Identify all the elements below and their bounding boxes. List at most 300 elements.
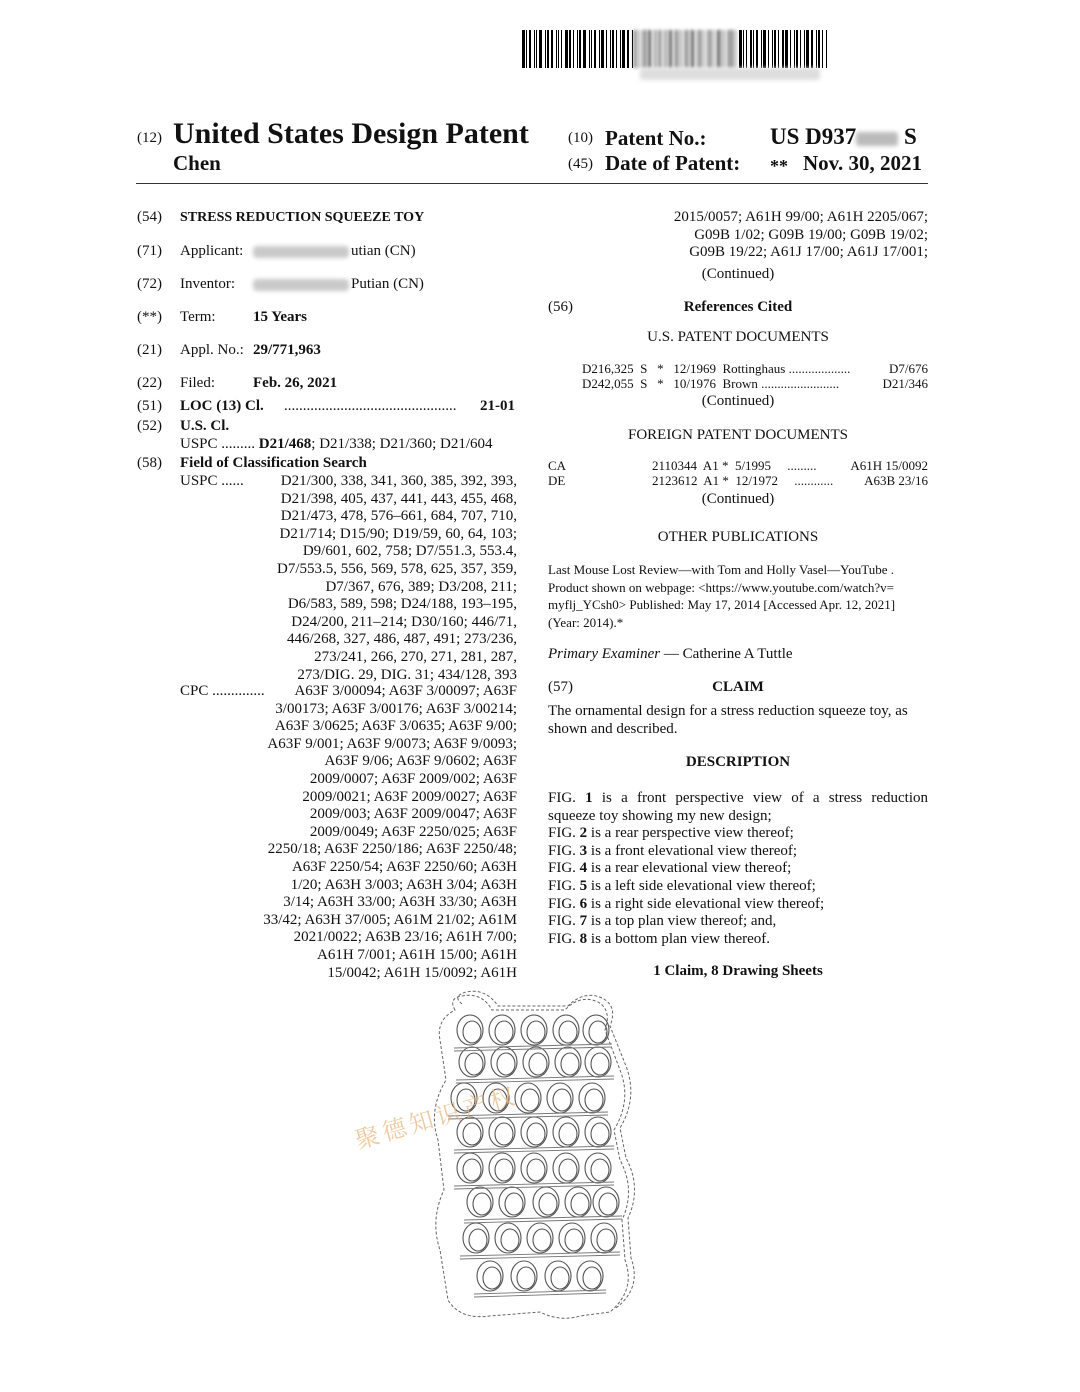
bubble-inner (571, 1193, 589, 1215)
barcode-bar (790, 30, 791, 68)
barcode-bar (756, 30, 758, 68)
figure-prefix: FIG. (548, 913, 580, 930)
bubble-inner (591, 1159, 609, 1181)
figure-number: 5 (579, 877, 588, 894)
code-51: (51) (137, 398, 162, 414)
figure-description (548, 808, 928, 826)
bubble-inner (539, 1193, 557, 1215)
bubble (457, 1015, 483, 1045)
bubble-inner (529, 1053, 547, 1075)
field-cpc-dots: .............. (212, 683, 265, 699)
foreign-doc-row (548, 458, 928, 473)
barcode-bar (785, 30, 788, 68)
cpc-continuation-line: G09B 1/02; G09B 19/00; G09B 19/02; (694, 226, 928, 243)
claim-text (548, 703, 928, 738)
bubble (527, 1223, 553, 1253)
other-publications-list (548, 561, 928, 631)
barcode-bar (675, 30, 677, 68)
barcode-bar (681, 30, 682, 68)
barcode-bar (656, 30, 657, 68)
barcode-number-redacted (640, 68, 820, 80)
bubble-inner (561, 1053, 579, 1075)
bubble-inner (483, 1267, 501, 1289)
figure-number: 3 (579, 842, 588, 859)
barcode-bar (569, 30, 571, 68)
bubble-inner (551, 1267, 569, 1289)
design-drawing (400, 990, 660, 1330)
bubble (565, 1187, 591, 1217)
bubble-inner (463, 1159, 481, 1181)
barcode-bar (735, 30, 736, 68)
barcode-bar (534, 30, 535, 68)
figure-number: 2 (579, 825, 588, 842)
us-cl-primary: D21/468 (258, 436, 312, 452)
uspc-class-line: 273/241, 266, 270, 271, 281, 287, (314, 648, 517, 665)
uspc-class-line: D21/300, 338, 341, 360, 385, 392, 393, (280, 473, 517, 489)
applicant-label: Applicant: (180, 243, 244, 259)
us-docs-list (548, 361, 928, 391)
us-doc-ref: D216,325 S * 12/1969 Rottinghaus ................... (582, 361, 851, 376)
uspc-class-line: D21/473, 478, 576–661, 684, 707, 710, (280, 508, 517, 525)
barcode-bar (778, 30, 779, 68)
barcode-bar (794, 30, 795, 68)
barcode-bar (529, 30, 531, 68)
code-56: (56) (548, 299, 573, 315)
barcode-bar (551, 30, 553, 68)
figure-text: is a rear perspective view thereof; (590, 825, 794, 842)
figure-description (548, 878, 928, 896)
cpc-class-line: A63F 9/001; A63F 9/0073; A63F 9/0093; (267, 735, 517, 752)
other-publications-title: OTHER PUBLICATIONS (657, 529, 819, 545)
us-cl-secondary: ; D21/338; D21/360; D21/604 (311, 436, 493, 452)
field-uspc-list (240, 473, 517, 684)
barcode-bar (620, 30, 621, 68)
foreign-doc-country: DE (548, 473, 566, 488)
field-search-uspc-label (180, 473, 244, 490)
bubble-inner (463, 1021, 481, 1043)
inventor-label: Inventor: (180, 276, 235, 292)
cpc-class-line: A63F 3/00094; A63F 3/00097; A63F (294, 683, 517, 699)
foreign-docs-title: FOREIGN PATENT DOCUMENTS (627, 427, 849, 443)
uspc-class-line: 446/268, 327, 486, 487, 491; 273/236, (286, 631, 517, 648)
cpc-class-line: 2009/0007; A63F 2009/002; A63F (309, 770, 517, 787)
barcode-bar (743, 30, 744, 68)
us-cl-uspc-label: USPC (180, 436, 218, 452)
figure-description (548, 825, 928, 843)
other-publication-line: myflj_YCsh0> Published: May 17, 2014 [Accessed Apr. 12, 2021] (548, 597, 896, 612)
barcode-bar (806, 30, 809, 68)
cpc-class-line: 33/42; A63H 37/005; A61M 21/02; A61M (263, 911, 517, 928)
barcode-bar (678, 30, 679, 68)
figure-description (548, 843, 928, 861)
barcode-bar (761, 30, 762, 68)
uspc-class-line: D6/583, 589, 598; D24/188, 193–195, (287, 596, 517, 613)
appl-no-value: 29/771,963 (253, 342, 321, 358)
barcode-bar (547, 30, 549, 68)
bubble-inner (469, 1229, 487, 1251)
figure-number: 4 (579, 860, 588, 877)
figure-number: 6 (579, 895, 588, 912)
foreign-doc-class: A61H 15/0092 (850, 458, 928, 473)
cpc-continuation (548, 209, 928, 262)
field-uspc-dots: ...... (221, 473, 244, 489)
us-cl-uspc-dots: ......... (221, 436, 256, 452)
barcode-bar (697, 30, 698, 68)
claims-sheets: 1 Claim, 8 Drawing Sheets (653, 963, 823, 979)
cpc-continuation-line: 2015/0057; A61H 99/00; A61H 2205/067; (673, 209, 928, 225)
uspc-class-line: D7/367, 676, 389; D3/208, 211; (325, 578, 517, 595)
code-term: (**) (137, 309, 162, 325)
bubble (495, 1223, 521, 1253)
cpc-class-line: A61H 7/001; A61H 15/00; A61H (316, 946, 517, 963)
foreign-doc-ref: 2110344 A1 * 5/1995 ......... (652, 458, 817, 473)
bubble (579, 1083, 605, 1113)
patent-number-suffix: S (904, 124, 917, 149)
bubble-inner (495, 1159, 513, 1181)
barcode-bar (818, 30, 820, 68)
barcode-bar (822, 30, 823, 68)
barcode-bar (685, 30, 687, 68)
foreign-docs-continued: (Continued) (701, 491, 775, 507)
barcode-bar (634, 30, 636, 68)
field-search-label: Field of Classification Search (180, 455, 367, 471)
bubble (489, 1153, 515, 1183)
barcode-bar (709, 30, 711, 68)
figure-description (548, 896, 928, 914)
other-publication-line: Product shown on webpage: <https://www.youtube.com/watch?v= (548, 579, 894, 595)
barcode-bar (536, 30, 537, 68)
barcode-bar (522, 30, 525, 68)
filed-label: Filed: (180, 375, 216, 391)
foreign-doc-ref: 2123612 A1 * 12/1972 ............ (652, 473, 834, 488)
bubble-inner (473, 1193, 491, 1215)
code-22: (22) (137, 375, 162, 391)
barcode-bar (591, 30, 592, 68)
us-doc-row (548, 361, 928, 376)
bubble (553, 1015, 579, 1045)
bubble (577, 1261, 603, 1291)
bubble-inner (505, 1193, 523, 1215)
foreign-doc-class: A63B 23/16 (864, 473, 928, 488)
code-54: (54) (137, 209, 162, 225)
bubble (477, 1261, 503, 1291)
bubble-inner (559, 1123, 577, 1145)
barcode-bar (589, 30, 590, 68)
figure-text: is a rear elevational view thereof; (590, 860, 792, 877)
inventor-redacted (253, 279, 349, 291)
barcode-bar (728, 30, 730, 68)
patent-number (770, 124, 917, 150)
uspc-class-line: D7/553.5, 556, 569, 578, 625, 357, 359, (277, 560, 517, 577)
barcode-bar (606, 30, 607, 68)
barcode-bar (703, 30, 704, 68)
figures-list (548, 790, 928, 948)
us-docs-continued: (Continued) (701, 393, 775, 409)
us-doc-class: D7/676 (889, 361, 928, 376)
figure-text: is a front perspective view of a stress reduction (601, 790, 928, 806)
filed-value: Feb. 26, 2021 (253, 375, 338, 391)
us-doc-class: D21/346 (882, 376, 928, 391)
code-71: (71) (137, 243, 162, 259)
barcode-bar (691, 30, 694, 68)
barcode-bar (594, 30, 596, 68)
barcode-bar (526, 30, 527, 68)
other-publication-line: (Year: 2014).* (548, 614, 624, 630)
bubble-inner (591, 1123, 609, 1145)
barcode-bar (782, 30, 784, 68)
bubble-inner (495, 1123, 513, 1145)
figure-prefix: FIG. (548, 877, 580, 894)
bubble (555, 1047, 581, 1077)
code-21: (21) (137, 342, 162, 358)
code-45: (45) (568, 156, 593, 172)
date-of-patent-label: Date of Patent: (605, 151, 741, 175)
uspc-class-line: D9/601, 602, 758; D7/551.3, 553.4, (302, 543, 517, 560)
barcode-bar (539, 30, 542, 68)
us-doc-row (548, 376, 928, 391)
figure-text: is a bottom plan view thereof. (590, 930, 771, 947)
figure-prefix: FIG. (548, 895, 580, 912)
cpc-class-line: 2009/003; A63F 2009/0047; A63F (309, 806, 517, 823)
bubble-inner (565, 1229, 583, 1251)
barcode-bar (632, 30, 633, 68)
figure-description (548, 790, 928, 808)
claim-line: shown and described. (548, 720, 678, 737)
barcode-bar (648, 30, 651, 68)
barcode-bar (644, 30, 646, 68)
barcode (522, 30, 928, 70)
barcode-bar (750, 30, 752, 68)
term-value: 15 Years (253, 309, 308, 325)
code-10: (10) (568, 130, 593, 146)
barcode-bar (713, 30, 714, 68)
cpc-class-line: A63F 2250/54; A63F 2250/60; A63H (291, 858, 517, 875)
bubble (523, 1047, 549, 1077)
barcode-bar (664, 30, 665, 68)
bubbles-group (451, 1015, 619, 1291)
barcode-bar (579, 30, 581, 68)
barcode-bar (669, 30, 672, 68)
bubble (521, 1015, 547, 1045)
us-cl-uspc (180, 436, 493, 453)
barcode-bar (688, 30, 689, 68)
bubble (467, 1187, 493, 1217)
bubble (499, 1187, 525, 1217)
figure-description (548, 860, 928, 878)
us-cl-label: U.S. Cl. (180, 418, 230, 434)
barcode-bar (561, 30, 562, 68)
figure-prefix: FIG. (548, 930, 580, 947)
foreign-doc-row (548, 473, 928, 488)
uspc-class-line: 273/DIG. 29, DIG. 31; 434/128, 393 (297, 666, 517, 683)
uspc-class-line: D21/398, 405, 437, 441, 443, 455, 468, (280, 490, 517, 507)
document-title: United States Design Patent (173, 117, 529, 150)
title-of-invention: STRESS REDUCTION SQUEEZE TOY (180, 210, 425, 225)
bubble-inner (465, 1053, 483, 1075)
header-rule (136, 183, 928, 184)
barcode-bar (707, 30, 708, 68)
cpc-class-line: A63F 3/0625; A63F 3/0635; A63F 9/00; (274, 718, 517, 735)
rails-group (448, 1044, 622, 1297)
bubble (585, 1153, 611, 1183)
barcode-bar (545, 30, 546, 68)
uspc-class-line: D21/714; D15/90; D19/59, 60, 64, 103; (279, 525, 517, 542)
cpc-class-line: 2009/0049; A63F 2250/025; A63F (309, 823, 517, 840)
bubble-inner (597, 1229, 615, 1251)
barcode-bar (612, 30, 614, 68)
figure-text: is a front elevational view thereof; (590, 842, 798, 859)
barcode-bar (717, 30, 720, 68)
barcode-bar (804, 30, 805, 68)
watermark: 聚德知识产权 (352, 1081, 522, 1155)
date-of-patent: Nov. 30, 2021 (803, 151, 923, 175)
code-57: (57) (548, 679, 573, 695)
inventor-surname: Chen (173, 151, 221, 175)
bubble (459, 1047, 485, 1077)
code-72: (72) (137, 276, 162, 292)
bubble (547, 1083, 573, 1113)
barcode-bar (659, 30, 661, 68)
bubble-inner (585, 1089, 603, 1111)
loc-dots: .............................................. (284, 398, 457, 414)
barcode-bar (577, 30, 578, 68)
barcode-bar (753, 30, 754, 68)
bubble (521, 1117, 547, 1147)
bubble-inner (527, 1123, 545, 1145)
cpc-continuation-line: G09B 19/22; A61J 17/00; A61J 17/001; (689, 244, 928, 261)
field-cpc-list (220, 683, 517, 982)
bubble-inner (517, 1267, 535, 1289)
barcode-bar (811, 30, 813, 68)
bubble (585, 1047, 611, 1077)
inventor-location: Putian (CN) (351, 276, 424, 292)
barcode-bar (731, 30, 733, 68)
barcode-bar (800, 30, 801, 68)
bubble-inner (583, 1267, 601, 1289)
bubble-inner (521, 1089, 539, 1111)
field-cpc-label: CPC (180, 683, 209, 699)
bubble (489, 1117, 515, 1147)
foreign-docs-list (548, 458, 928, 488)
barcode-bar (768, 30, 769, 68)
bubble (591, 1223, 617, 1253)
patent-number-redacted (856, 132, 898, 146)
figure-description (548, 913, 928, 931)
date-star: ** (770, 156, 788, 176)
barcode-bar (556, 30, 557, 68)
description-title: DESCRIPTION (685, 754, 791, 770)
us-docs-title: U.S. PATENT DOCUMENTS (647, 329, 829, 345)
barcode-bar (772, 30, 773, 68)
figure-prefix: FIG. (548, 860, 580, 877)
barcode-bar (724, 30, 725, 68)
bubble-inner (591, 1053, 609, 1075)
bubble (457, 1153, 483, 1183)
barcode-bar (599, 30, 600, 68)
examiner-name: — Catherine A Tuttle (660, 646, 793, 662)
bubble (553, 1153, 579, 1183)
barcode-bar (746, 30, 747, 68)
figure-prefix: FIG. (548, 842, 580, 859)
cpc-class-line: 3/00173; A63F 3/00176; A63F 3/00214; (275, 700, 517, 717)
bubble-inner (533, 1229, 551, 1251)
bubble (521, 1153, 547, 1183)
references-cited-title: References Cited (683, 299, 793, 315)
barcode-bar (816, 30, 817, 68)
barcode-bar (699, 30, 701, 68)
applicant-value (253, 243, 416, 260)
bubble (511, 1261, 537, 1291)
barcode-bar (573, 30, 574, 68)
figure-text: is a left side elevational view thereof; (590, 877, 816, 894)
barcode-bar (622, 30, 625, 68)
field-uspc-label: USPC (180, 473, 218, 489)
figure-number: 1 (585, 790, 593, 806)
cpc-class-line: 3/14; A63H 33/00; A63H 33/30; A63H (283, 894, 517, 911)
figure-text: squeeze toy showing my new design; (548, 807, 772, 824)
bubble-inner (501, 1229, 519, 1251)
bubble-inner (599, 1193, 617, 1215)
claim-line: The ornamental design for a stress reduction squeeze toy, as (548, 703, 908, 719)
loc-label: LOC (13) Cl. (180, 398, 264, 414)
barcode-bar (565, 30, 568, 68)
bubble-inner (527, 1159, 545, 1181)
barcode-bar (583, 30, 586, 68)
bubble-inner (527, 1021, 545, 1043)
barcode-bar (763, 30, 766, 68)
appl-no-label: Appl. No.: (180, 342, 244, 358)
examiner-label: Primary Examiner (548, 646, 661, 662)
figure-text: is a top plan view thereof; and, (590, 913, 777, 930)
applicant-location: utian (CN) (351, 243, 416, 259)
barcode-bar (796, 30, 798, 68)
term-label: Term: (180, 309, 216, 325)
barcode-bar (826, 30, 827, 68)
barcode-bar (774, 30, 776, 68)
us-doc-ref: D242,055 S * 10/1976 Brown ........................ (582, 376, 840, 391)
barcode-bar (638, 30, 639, 68)
bubble-inner (553, 1089, 571, 1111)
barcode-bar (601, 30, 604, 68)
bubble-inner (497, 1053, 515, 1075)
figure-description (548, 931, 928, 949)
bubble (553, 1117, 579, 1147)
barcode-bar (616, 30, 617, 68)
code-52: (52) (137, 418, 162, 434)
bubble (489, 1015, 515, 1045)
other-publication-line: Last Mouse Lost Review—with Tom and Holly Vasel—YouTube . (548, 562, 895, 577)
applicant-redacted (253, 246, 349, 258)
code-12: (12) (137, 130, 162, 146)
barcode-bar (739, 30, 742, 68)
bubble-inner (589, 1021, 607, 1043)
barcode-bar (610, 30, 611, 68)
code-58: (58) (137, 455, 162, 471)
bubble (545, 1261, 571, 1291)
cpc-class-line: A63F 9/06; A63F 9/0602; A63F (324, 753, 517, 770)
uspc-class-line: D24/200, 211–214; D30/160; 446/71, (291, 613, 517, 630)
bubble (533, 1187, 559, 1217)
patent-no-label: Patent No.: (605, 126, 707, 150)
claim-title: CLAIM (712, 679, 764, 695)
barcode-bar (558, 30, 559, 68)
figure-number: 7 (579, 913, 588, 930)
bubble (593, 1187, 619, 1217)
figure-text: is a right side elevational view thereof; (590, 895, 825, 912)
cpc-class-line: 15/0042; A61H 15/0092; A61H (327, 964, 517, 981)
bubble (585, 1117, 611, 1147)
bubble-inner (559, 1159, 577, 1181)
